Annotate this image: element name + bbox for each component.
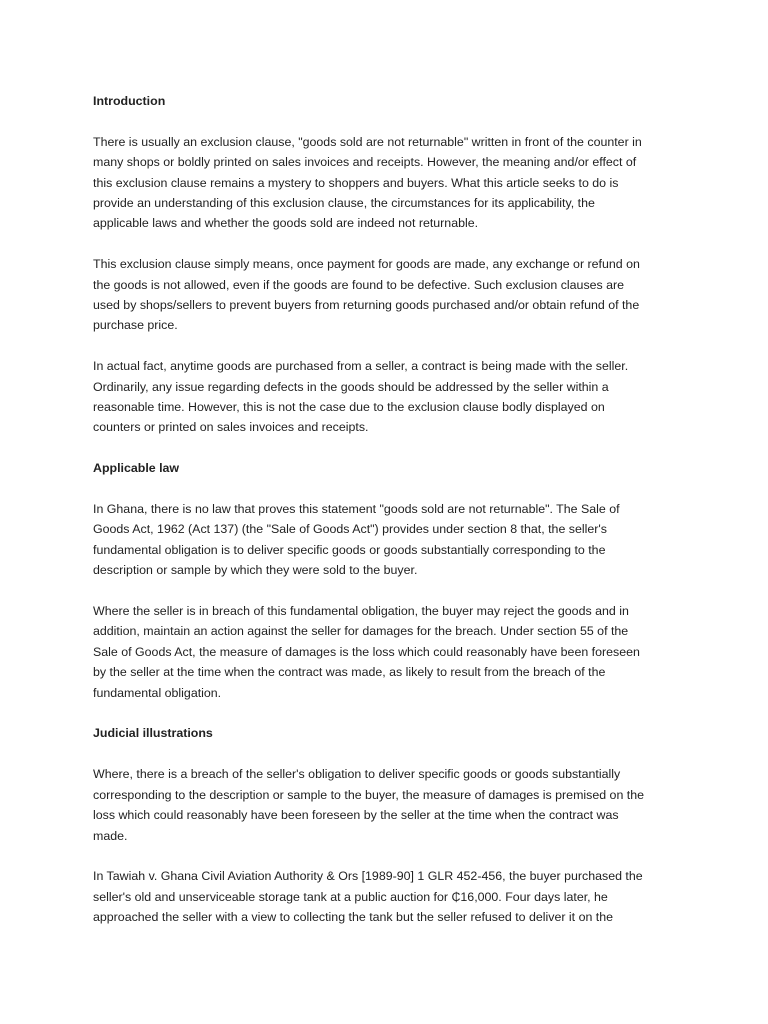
paragraph-line: approached the seller with a view to collecting the tank but the seller refused to deliver it on the — [93, 910, 614, 925]
paragraph — [93, 866, 693, 927]
paragraph-line: This exclusion clause simply means, once payment for goods are made, any exchange or refund on — [93, 257, 640, 272]
paragraph-line: provide an understanding of this exclusion clause, the circumstances for its applicability, the — [93, 196, 595, 211]
paragraph-line: In Ghana, there is no law that proves this statement "goods sold are not returnable". The Sale of — [93, 502, 620, 517]
paragraph-line: fundamental obligation. — [93, 685, 222, 700]
paragraph-line: description or sample by which they were sold to the buyer. — [93, 563, 418, 578]
paragraph — [93, 254, 693, 336]
paragraph-line: by the seller at the time when the contract was made, as likely to result from the breach of the — [93, 665, 606, 680]
paragraph-line: Sale of Goods Act, the measure of damages is the loss which could reasonably have been foreseen — [93, 644, 640, 659]
paragraph-line: Goods Act, 1962 (Act 137) (the "Sale of Goods Act") provides under section 8 that, the seller's — [93, 522, 607, 537]
paragraph-line: In actual fact, anytime goods are purchased from a seller, a contract is being made with the seller. — [93, 359, 629, 374]
paragraph — [93, 601, 693, 703]
paragraph-line: addition, maintain an action against the seller for damages for the breach. Under section 55 of the — [93, 624, 629, 639]
paragraph — [93, 132, 693, 234]
document-body — [93, 91, 693, 948]
paragraph-line: There is usually an exclusion clause, "goods sold are not returnable" written in front of the counter in — [93, 134, 642, 149]
section-heading-applicable-law: Applicable law — [93, 461, 180, 476]
paragraph — [93, 499, 693, 581]
paragraph-line: Ordinarily, any issue regarding defects in the goods should be addressed by the seller within a — [93, 379, 609, 394]
paragraph-line: used by shops/sellers to prevent buyers from returning goods purchased and/or obtain refund of the — [93, 298, 640, 313]
paragraph-line: seller's old and unserviceable storage tank at a public auction for ₵16,000. Four days later, he — [93, 889, 608, 904]
paragraph-line: Where, there is a breach of the seller's obligation to deliver specific goods or goods substantially — [93, 767, 621, 782]
paragraph-line: loss which could reasonably have been foreseen by the seller at the time when the contract was — [93, 808, 619, 823]
paragraph-line: In Tawiah v. Ghana Civil Aviation Authority & Ors [1989-90] 1 GLR 452-456, the buyer purchased the — [93, 869, 643, 884]
section-heading-judicial-illustrations: Judicial illustrations — [93, 726, 213, 741]
paragraph-line: this exclusion clause remains a mystery to shoppers and buyers. What this article seeks to do is — [93, 175, 619, 190]
paragraph — [93, 356, 693, 438]
section-heading-introduction: Introduction — [93, 94, 166, 108]
paragraph-line: reasonable time. However, this is not the case due to the exclusion clause bodly displayed on — [93, 400, 605, 415]
paragraph-line: fundamental obligation is to deliver specific goods or goods substantially corresponding to the — [93, 542, 606, 557]
paragraph-line: corresponding to the description or sample to the buyer, the measure of damages is premised on the — [93, 787, 645, 802]
paragraph-line: the goods is not allowed, even if the goods are found to be defective. Such exclusion clauses are — [93, 277, 625, 292]
paragraph-line: purchase price. — [93, 318, 178, 333]
paragraph-line: many shops or boldly printed on sales invoices and receipts. However, the meaning and/or effect of — [93, 155, 637, 170]
paragraph — [93, 764, 693, 846]
paragraph-line: Where the seller is in breach of this fundamental obligation, the buyer may reject the goods and in — [93, 604, 629, 619]
paragraph-line: counters or printed on sales invoices and receipts. — [93, 420, 369, 435]
paragraph-line: applicable laws and whether the goods sold are indeed not returnable. — [93, 216, 479, 231]
paragraph-line: made. — [93, 828, 128, 843]
